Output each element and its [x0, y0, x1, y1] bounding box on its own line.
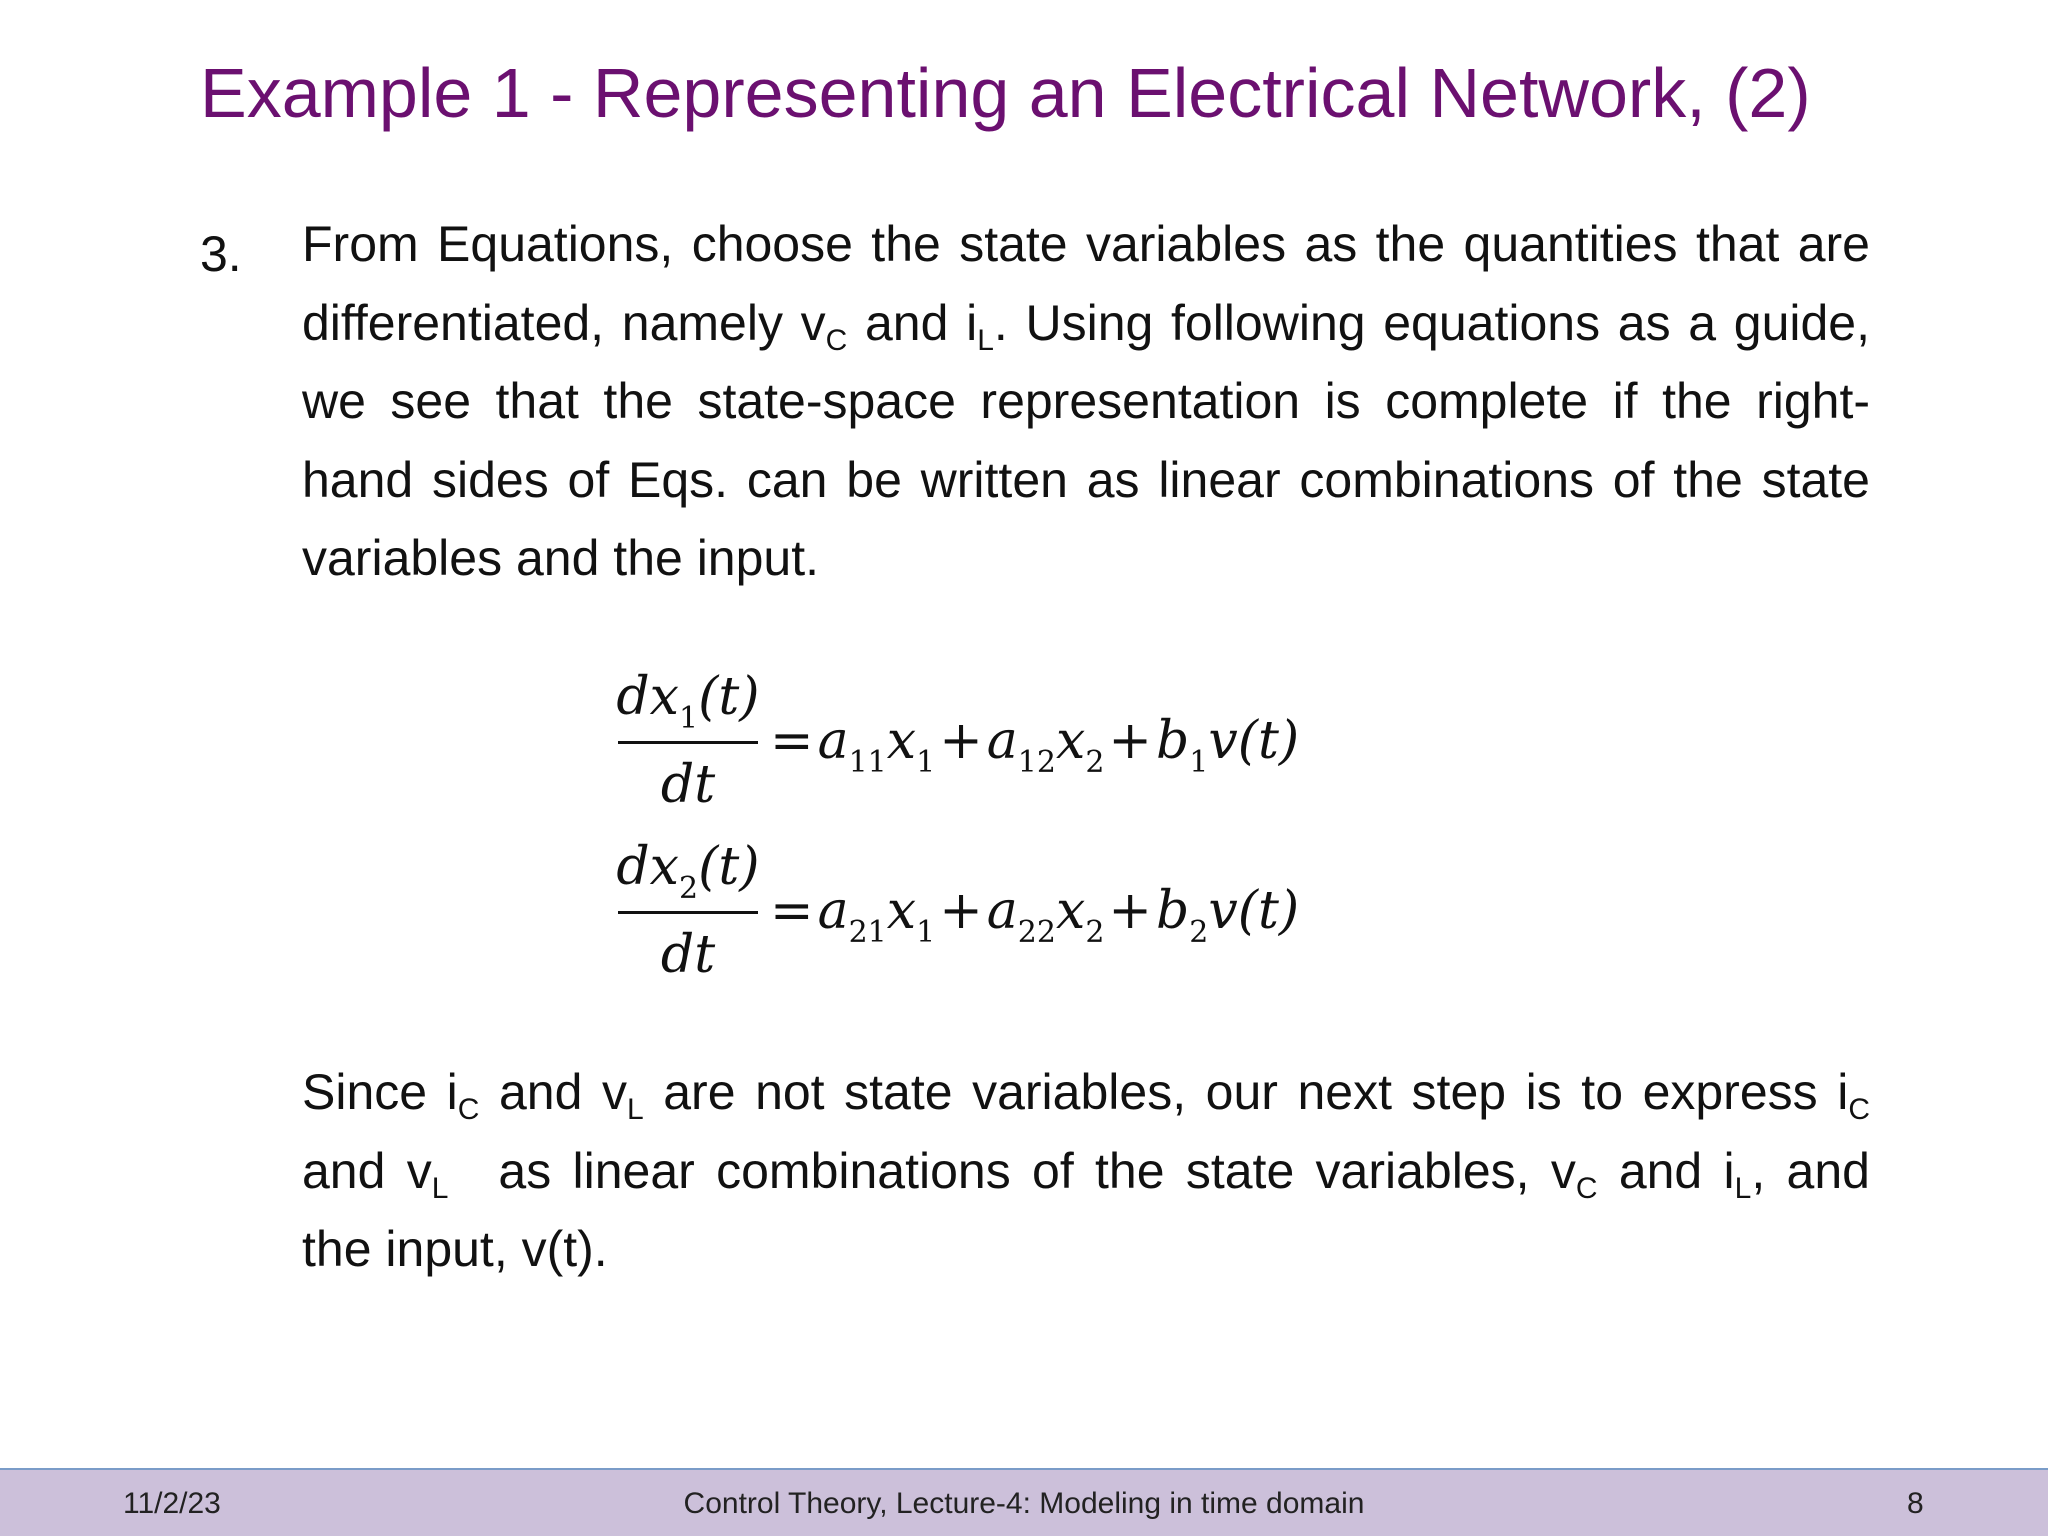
fraction-bar	[618, 741, 758, 744]
fraction-numerator: $dx_2(t)$	[616, 837, 760, 906]
paragraph-text: and v	[479, 1064, 627, 1120]
subscript: L	[977, 323, 994, 357]
paragraph-text: , and the input, v(t).	[302, 1142, 1870, 1277]
equation-right-hand-side: $=a_{21}x_1+a_{22}x_2+b_2v(t)$	[770, 881, 1300, 950]
paragraph-text: Since i	[302, 1064, 458, 1120]
paragraph-text: . Using following equations as a guide, we see that the state-space representation is complete if the right-hand sides of Eqs. can be written as linear combinations of the state variables and the input.	[302, 294, 1870, 586]
fraction-bar	[618, 911, 758, 914]
paragraph-text: From Equations, choose the state variables as the quantities that are differentiated, namely v	[302, 216, 1870, 351]
paragraph-text: are not state variables, our next step is to express i	[643, 1064, 1849, 1120]
subscript: C	[457, 1093, 480, 1126]
paragraph-text: and v	[302, 1142, 432, 1199]
subscript: C	[825, 323, 848, 357]
paragraph-next-step	[302, 1053, 1870, 1289]
paragraph-text: and i	[1597, 1142, 1735, 1199]
footer-date: 11/2/23	[123, 1487, 221, 1520]
equation-right-hand-side: $=a_{11}x_1+a_{12}x_2+b_1v(t)$	[770, 711, 1300, 780]
paragraph-text: as linear combinations of the state variables, v	[498, 1142, 1576, 1199]
fraction-denominator: dt	[660, 755, 716, 815]
subscript: C	[1848, 1093, 1870, 1126]
fraction-numerator: $dx_1(t)$	[616, 667, 760, 736]
slide-footer	[0, 1468, 2048, 1536]
subscript: L	[1734, 1171, 1752, 1205]
subscript: L	[431, 1171, 449, 1205]
subscript: L	[626, 1093, 644, 1126]
footer-course-title: Control Theory, Lecture-4: Modeling in time domain	[683, 1487, 1365, 1520]
subscript: C	[1575, 1171, 1598, 1205]
paragraph-state-variables	[302, 205, 1870, 598]
footer-page-number: 8	[1907, 1487, 1924, 1520]
list-item-number: 3.	[200, 226, 242, 282]
fraction-denominator: dt	[660, 925, 716, 985]
paragraph-text: and i	[847, 294, 978, 351]
slide-title: Example 1 - Representing an Electrical Network, (2)	[200, 54, 1811, 132]
